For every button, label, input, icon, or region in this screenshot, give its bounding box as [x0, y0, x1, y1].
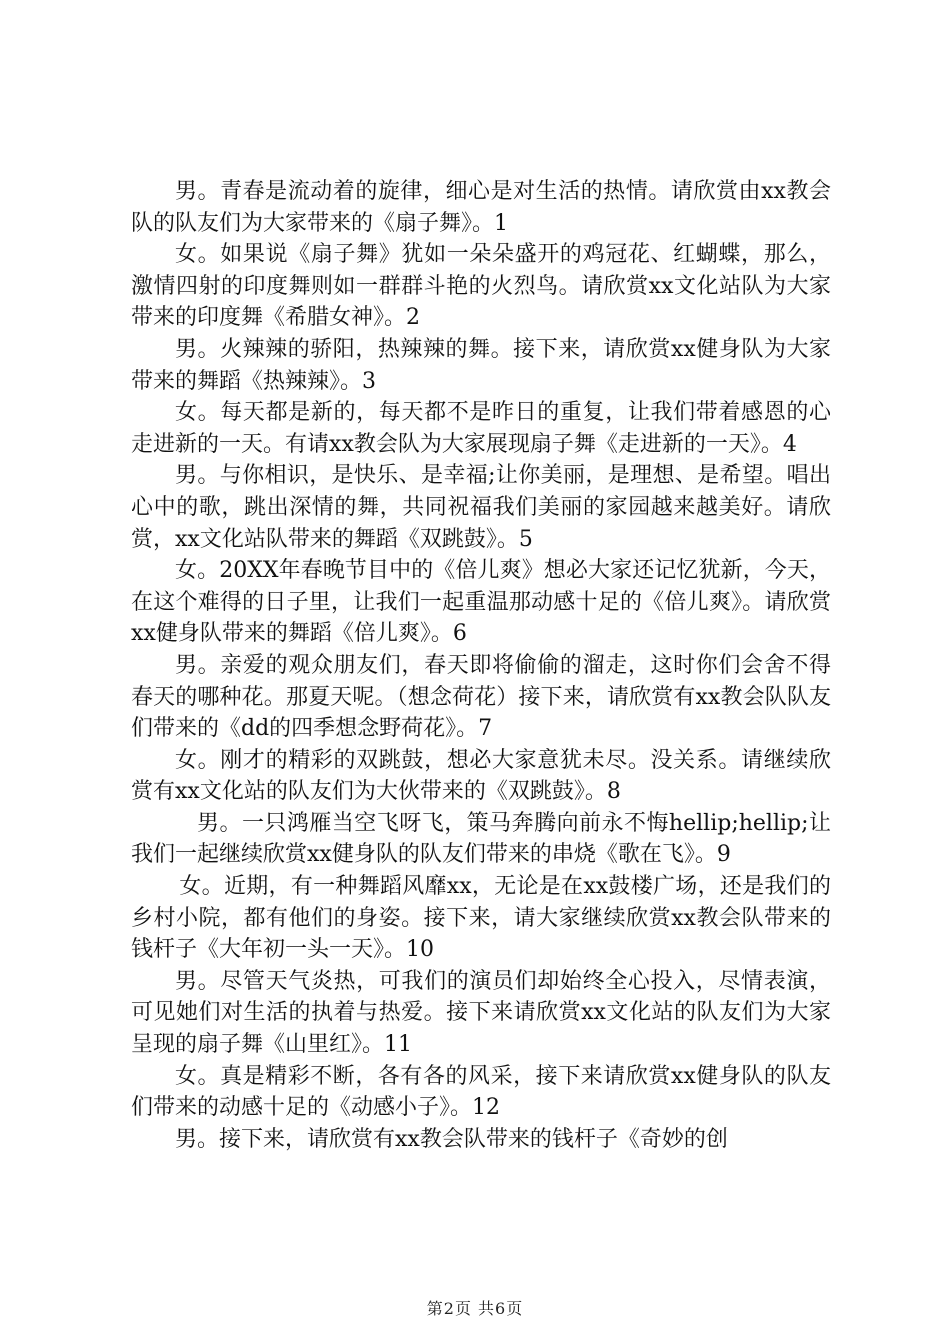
paragraph-5: 男。与你相识，是快乐、是幸福;让你美丽，是理想、是希望。唱出心中的歌，跳出深情的舞，共同祝福我们美丽的家园越来越美好。请欣赏，xx文化站队带来的舞蹈《双跳鼓》。5: [131, 463, 831, 552]
paragraph-4: 女。每天都是新的，每天都不是昨日的重复，让我们带着感恩的心走进新的一天。有请xx教会队为大家展现扇子舞《走进新的一天》。4: [131, 400, 831, 457]
paragraph-2: 女。如果说《扇子舞》犹如一朵朵盛开的鸡冠花、红蝴蝶，那么，激情四射的印度舞则如一群群斗艳的火烈鸟。请欣赏xx文化站队为大家带来的印度舞《希腊女神》。2: [131, 242, 831, 331]
paragraph-7: 男。亲爱的观众朋友们，春天即将偷偷的溜走，这时你们会舍不得春天的哪种花。那夏天呢。（想念荷花）接下来，请欣赏有xx教会队队友们带来的《dd的四季想念野荷花》。7: [131, 652, 831, 742]
paragraph-8: 女。刚才的精彩的双跳鼓，想必大家意犹未尽。没关系。请继续欣赏有xx文化站的队友们为大伙带来的《双跳鼓》。8: [131, 747, 831, 805]
paragraph-10: 女。近期，有一种舞蹈风靡xx，无论是在xx鼓楼广场，还是我们的乡村小院，都有他们的身姿。接下来，请大家继续欣赏xx教会队带来的钱杆子《大年初一头一天》。10: [131, 874, 831, 963]
page-footer: 第2页 共6页: [426, 1299, 524, 1318]
paragraph-11: 男。尽管天气炎热，可我们的演员们却始终全心投入，尽情表演，可见她们对生活的执着与热爱。接下来请欣赏xx文化站的队友们为大家呈现的扇子舞《山里红》。11: [131, 968, 831, 1058]
paragraph-3: 男。火辣辣的骄阳，热辣辣的舞。接下来，请欣赏xx健身队为大家带来的舞蹈《热辣辣》。3: [131, 336, 831, 394]
paragraph-12: 女。真是精彩不断，各有各的风采，接下来请欣赏xx健身队的队友们带来的动感十足的《动感小子》。12: [131, 1063, 831, 1121]
paragraph-6: 女。20XX年春晚节目中的《倍儿爽》想必大家还记忆犹新，今天，在这个难得的日子里，让我们一起重温那动感十足的《倍儿爽》。请欣赏xx健身队带来的舞蹈《倍儿爽》。6: [131, 558, 831, 647]
paragraph-9: 男。一只鸿雁当空飞呀飞，策马奔腾向前永不悔hellip;hellip;让我们一起继续欣赏xx健身队的队友们带来的串烧《歌在飞》。9: [131, 810, 831, 868]
paragraph-13: 男。接下来，请欣赏有xx教会队带来的钱杆子《奇妙的创: [175, 1126, 728, 1152]
document-body: [131, 176, 831, 1155]
paragraph-1: 男。青春是流动着的旋律，细心是对生活的热情。请欣赏由xx教会队的队友们为大家带来的《扇子舞》。1: [131, 179, 831, 236]
